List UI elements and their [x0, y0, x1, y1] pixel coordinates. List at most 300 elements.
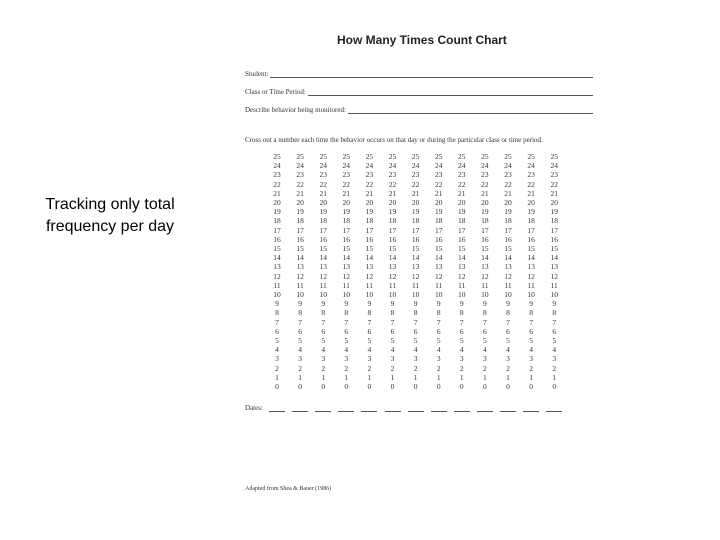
count-number[interactable]: 9 [367, 299, 372, 309]
count-number[interactable]: 21 [481, 188, 489, 198]
count-number[interactable]: 11 [550, 280, 558, 290]
count-number[interactable]: 19 [550, 207, 558, 217]
date-blank[interactable] [546, 411, 562, 412]
count-number[interactable]: 8 [483, 308, 487, 318]
count-number[interactable]: 22 [388, 179, 397, 189]
count-number[interactable]: 5 [552, 336, 557, 346]
count-number[interactable]: 4 [529, 345, 533, 355]
date-blank[interactable] [385, 411, 401, 412]
count-number[interactable]: 16 [481, 234, 489, 244]
count-number[interactable]: 10 [504, 290, 512, 300]
count-number[interactable]: 25 [550, 152, 558, 161]
count-number[interactable]: 24 [388, 161, 397, 171]
count-number[interactable]: 13 [273, 262, 281, 272]
count-number[interactable]: 3 [390, 354, 395, 364]
count-number[interactable]: 7 [390, 317, 395, 327]
count-number[interactable]: 7 [275, 317, 279, 327]
count-number[interactable]: 21 [550, 188, 558, 198]
count-number[interactable]: 21 [504, 188, 512, 198]
count-number[interactable]: 17 [458, 225, 466, 235]
count-number[interactable]: 18 [527, 216, 535, 226]
count-number[interactable]: 3 [529, 354, 533, 364]
count-number[interactable]: 15 [481, 244, 489, 254]
count-number[interactable]: 11 [365, 280, 373, 290]
count-number[interactable]: 7 [459, 317, 464, 327]
count-number[interactable]: 1 [275, 372, 279, 382]
count-number[interactable]: 6 [298, 326, 302, 336]
date-blank[interactable] [408, 411, 424, 412]
count-number[interactable]: 1 [506, 372, 510, 382]
count-number[interactable]: 17 [365, 225, 374, 235]
count-number[interactable]: 20 [527, 198, 535, 208]
count-number[interactable]: 16 [365, 234, 374, 244]
count-number[interactable]: 9 [298, 299, 302, 309]
count-number[interactable]: 0 [275, 382, 279, 392]
count-number[interactable]: 2 [459, 363, 464, 373]
count-number[interactable]: 1 [529, 372, 533, 382]
count-number[interactable]: 10 [527, 290, 535, 300]
count-number[interactable]: 15 [319, 244, 327, 254]
count-number[interactable]: 13 [504, 262, 512, 272]
count-number[interactable]: 4 [367, 345, 372, 355]
count-number[interactable]: 4 [390, 345, 395, 355]
count-number[interactable]: 2 [321, 363, 326, 373]
count-number[interactable]: 2 [344, 363, 349, 373]
count-number[interactable]: 6 [436, 326, 441, 336]
count-number[interactable]: 18 [434, 216, 443, 226]
count-number[interactable]: 20 [273, 198, 281, 208]
count-number[interactable]: 21 [527, 188, 535, 198]
count-number[interactable]: 18 [481, 216, 489, 226]
count-number[interactable]: 1 [413, 372, 418, 382]
count-number[interactable]: 0 [321, 382, 326, 392]
count-number[interactable]: 1 [459, 372, 464, 382]
count-number[interactable]: 12 [504, 271, 512, 281]
count-number[interactable]: 5 [275, 336, 279, 346]
count-number[interactable]: 17 [481, 225, 489, 235]
count-number[interactable]: 13 [481, 262, 489, 272]
count-number[interactable]: 21 [458, 188, 466, 198]
count-number[interactable]: 14 [434, 253, 443, 263]
count-number[interactable]: 8 [367, 308, 372, 318]
count-number[interactable]: 12 [550, 271, 558, 281]
count-number[interactable]: 11 [504, 280, 512, 290]
count-number[interactable]: 15 [365, 244, 374, 254]
count-number[interactable]: 6 [390, 326, 395, 336]
count-number[interactable]: 6 [459, 326, 464, 336]
count-number[interactable]: 12 [527, 271, 535, 281]
count-number[interactable]: 4 [298, 345, 302, 355]
count-number[interactable]: 7 [367, 317, 372, 327]
count-number[interactable]: 25 [273, 152, 281, 161]
count-number[interactable]: 19 [504, 207, 512, 217]
count-number[interactable]: 24 [273, 161, 281, 171]
count-number[interactable]: 20 [388, 198, 397, 208]
count-number[interactable]: 19 [527, 207, 535, 217]
count-number[interactable]: 21 [388, 188, 397, 198]
count-number[interactable]: 19 [342, 207, 351, 217]
count-number[interactable]: 0 [436, 382, 441, 392]
count-number[interactable]: 19 [434, 207, 443, 217]
count-number[interactable]: 19 [273, 207, 281, 217]
count-number[interactable]: 13 [342, 262, 351, 272]
count-number[interactable]: 0 [552, 382, 557, 392]
count-number[interactable]: 14 [296, 253, 304, 263]
count-number[interactable]: 15 [527, 244, 535, 254]
count-number[interactable]: 10 [434, 290, 443, 300]
count-number[interactable]: 19 [319, 207, 327, 217]
count-number[interactable]: 23 [365, 170, 374, 180]
count-number[interactable]: 8 [321, 308, 326, 318]
count-number[interactable]: 7 [483, 317, 487, 327]
date-blank[interactable] [315, 411, 331, 412]
count-number[interactable]: 5 [459, 336, 464, 346]
count-number[interactable]: 21 [411, 188, 420, 198]
count-number[interactable]: 22 [458, 179, 466, 189]
count-number[interactable]: 15 [434, 244, 443, 254]
count-number[interactable]: 16 [434, 234, 443, 244]
count-number[interactable]: 0 [459, 382, 464, 392]
count-number[interactable]: 14 [458, 253, 466, 263]
count-number[interactable]: 18 [388, 216, 397, 226]
count-number[interactable]: 2 [298, 363, 302, 373]
count-number[interactable]: 23 [550, 170, 558, 180]
count-number[interactable]: 14 [481, 253, 489, 263]
count-number[interactable]: 10 [388, 290, 397, 300]
count-number[interactable]: 25 [458, 152, 466, 161]
count-number[interactable]: 7 [552, 317, 557, 327]
count-number[interactable]: 16 [296, 234, 304, 244]
count-number[interactable]: 10 [342, 290, 351, 300]
count-number[interactable]: 13 [550, 262, 558, 272]
count-number[interactable]: 10 [550, 290, 558, 300]
count-number[interactable]: 8 [506, 308, 510, 318]
date-blank[interactable] [361, 411, 377, 412]
count-number[interactable]: 6 [275, 326, 279, 336]
count-number[interactable]: 10 [319, 290, 327, 300]
count-number[interactable]: 24 [481, 161, 489, 171]
count-number[interactable]: 19 [388, 207, 397, 217]
count-number[interactable]: 23 [481, 170, 489, 180]
count-number[interactable]: 1 [483, 372, 487, 382]
count-number[interactable]: 25 [388, 152, 397, 161]
count-number[interactable]: 16 [458, 234, 466, 244]
count-number[interactable]: 19 [411, 207, 420, 217]
count-number[interactable]: 5 [321, 336, 326, 346]
count-number[interactable]: 12 [342, 271, 351, 281]
count-number[interactable]: 14 [273, 253, 281, 263]
count-number[interactable]: 1 [436, 372, 441, 382]
count-number[interactable]: 15 [411, 244, 420, 254]
count-number[interactable]: 10 [365, 290, 374, 300]
count-number[interactable]: 8 [275, 308, 279, 318]
count-number[interactable]: 17 [527, 225, 535, 235]
count-number[interactable]: 22 [527, 179, 535, 189]
count-number[interactable]: 8 [529, 308, 533, 318]
count-number[interactable]: 6 [413, 326, 418, 336]
count-number[interactable]: 8 [459, 308, 464, 318]
count-number[interactable]: 4 [552, 345, 557, 355]
count-number[interactable]: 7 [321, 317, 326, 327]
count-number[interactable]: 24 [342, 161, 351, 171]
count-number[interactable]: 15 [342, 244, 351, 254]
count-number[interactable]: 17 [411, 225, 420, 235]
count-number[interactable]: 3 [506, 354, 510, 364]
count-number[interactable]: 0 [298, 382, 302, 392]
count-number[interactable]: 9 [529, 299, 533, 309]
count-number[interactable]: 20 [550, 198, 558, 208]
count-number[interactable]: 11 [319, 280, 327, 290]
count-number[interactable]: 6 [529, 326, 533, 336]
count-number[interactable]: 16 [388, 234, 397, 244]
count-number[interactable]: 5 [390, 336, 395, 346]
count-number[interactable]: 1 [390, 372, 395, 382]
count-number[interactable]: 23 [527, 170, 535, 180]
count-number[interactable]: 23 [319, 170, 327, 180]
count-number[interactable]: 8 [552, 308, 557, 318]
count-number[interactable]: 14 [504, 253, 512, 263]
count-number[interactable]: 5 [506, 336, 510, 346]
date-blank[interactable] [523, 411, 539, 412]
count-number[interactable]: 24 [411, 161, 420, 171]
count-number[interactable]: 12 [273, 271, 281, 281]
count-number[interactable]: 15 [458, 244, 466, 254]
count-number[interactable]: 0 [529, 382, 533, 392]
count-number[interactable]: 13 [388, 262, 397, 272]
count-number[interactable]: 10 [481, 290, 489, 300]
count-number[interactable]: 20 [365, 198, 374, 208]
count-number[interactable]: 1 [344, 372, 349, 382]
count-number[interactable]: 7 [506, 317, 510, 327]
count-number[interactable]: 15 [504, 244, 512, 254]
count-number[interactable]: 7 [436, 317, 441, 327]
count-number[interactable]: 10 [296, 290, 304, 300]
count-number[interactable]: 23 [411, 170, 420, 180]
count-number[interactable]: 25 [504, 152, 512, 161]
count-number[interactable]: 3 [413, 354, 418, 364]
count-number[interactable]: 4 [321, 345, 326, 355]
count-number[interactable]: 5 [344, 336, 349, 346]
count-number[interactable]: 1 [367, 372, 372, 382]
count-number[interactable]: 12 [481, 271, 489, 281]
count-number[interactable]: 13 [319, 262, 327, 272]
count-number[interactable]: 2 [506, 363, 510, 373]
count-number[interactable]: 4 [413, 345, 418, 355]
count-number[interactable]: 23 [388, 170, 397, 180]
count-number[interactable]: 1 [298, 372, 302, 382]
count-number[interactable]: 11 [411, 280, 420, 290]
count-number[interactable]: 2 [413, 363, 418, 373]
count-number[interactable]: 25 [342, 152, 351, 161]
count-number[interactable]: 2 [483, 363, 487, 373]
count-number[interactable]: 24 [527, 161, 535, 171]
count-number[interactable]: 22 [365, 179, 374, 189]
count-number[interactable]: 21 [365, 188, 374, 198]
count-number[interactable]: 24 [458, 161, 466, 171]
count-number[interactable]: 3 [459, 354, 464, 364]
count-number[interactable]: 11 [458, 280, 466, 290]
count-number[interactable]: 22 [434, 179, 443, 189]
count-number[interactable]: 2 [529, 363, 533, 373]
count-number[interactable]: 22 [319, 179, 327, 189]
count-number[interactable]: 4 [506, 345, 510, 355]
count-number[interactable]: 13 [434, 262, 443, 272]
count-number[interactable]: 17 [342, 225, 351, 235]
count-number[interactable]: 19 [481, 207, 489, 217]
count-number[interactable]: 25 [434, 152, 443, 161]
count-number[interactable]: 1 [552, 372, 557, 382]
count-number[interactable]: 22 [296, 179, 304, 189]
count-number[interactable]: 17 [388, 225, 397, 235]
count-number[interactable]: 10 [458, 290, 466, 300]
count-number[interactable]: 4 [275, 345, 279, 355]
count-number[interactable]: 14 [342, 253, 351, 263]
count-number[interactable]: 6 [367, 326, 372, 336]
count-number[interactable]: 16 [319, 234, 327, 244]
count-number[interactable]: 4 [344, 345, 349, 355]
count-number[interactable]: 24 [504, 161, 512, 171]
count-number[interactable]: 0 [483, 382, 487, 392]
count-number[interactable]: 18 [458, 216, 466, 226]
count-number[interactable]: 10 [411, 290, 420, 300]
count-number[interactable]: 3 [483, 354, 487, 364]
count-number[interactable]: 3 [367, 354, 372, 364]
count-number[interactable]: 20 [458, 198, 466, 208]
count-number[interactable]: 17 [296, 225, 304, 235]
count-number[interactable]: 17 [504, 225, 512, 235]
count-number[interactable]: 9 [275, 299, 279, 309]
count-number[interactable]: 17 [319, 225, 327, 235]
count-number[interactable]: 24 [550, 161, 558, 171]
count-number[interactable]: 14 [411, 253, 420, 263]
count-number[interactable]: 23 [273, 170, 281, 180]
count-number[interactable]: 3 [436, 354, 441, 364]
count-number[interactable]: 20 [319, 198, 327, 208]
count-number[interactable]: 12 [388, 271, 397, 281]
count-number[interactable]: 2 [275, 363, 279, 373]
count-number[interactable]: 17 [550, 225, 558, 235]
count-number[interactable]: 2 [367, 363, 372, 373]
count-number[interactable]: 7 [344, 317, 349, 327]
count-number[interactable]: 14 [388, 253, 397, 263]
count-number[interactable]: 22 [273, 179, 281, 189]
count-number[interactable]: 20 [411, 198, 420, 208]
date-blank[interactable] [269, 411, 285, 412]
count-number[interactable]: 9 [552, 299, 557, 309]
count-number[interactable]: 17 [434, 225, 443, 235]
count-number[interactable]: 24 [319, 161, 327, 171]
count-number[interactable]: 13 [411, 262, 420, 272]
count-number[interactable]: 16 [504, 234, 512, 244]
count-number[interactable]: 20 [504, 198, 512, 208]
count-number[interactable]: 6 [552, 326, 557, 336]
count-number[interactable]: 23 [458, 170, 466, 180]
count-number[interactable]: 22 [550, 179, 558, 189]
count-number[interactable]: 18 [550, 216, 558, 226]
count-number[interactable]: 24 [296, 161, 304, 171]
count-number[interactable]: 3 [344, 354, 349, 364]
count-number[interactable]: 11 [296, 280, 304, 290]
count-number[interactable]: 24 [434, 161, 443, 171]
count-number[interactable]: 21 [296, 188, 304, 198]
count-number[interactable]: 18 [273, 216, 281, 226]
count-number[interactable]: 25 [481, 152, 489, 161]
count-number[interactable]: 25 [527, 152, 535, 161]
count-number[interactable]: 5 [436, 336, 441, 346]
count-number[interactable]: 9 [436, 299, 441, 309]
count-number[interactable]: 25 [365, 152, 374, 161]
count-number[interactable]: 8 [413, 308, 418, 318]
count-number[interactable]: 15 [388, 244, 397, 254]
count-number[interactable]: 17 [273, 225, 281, 235]
count-number[interactable]: 12 [411, 271, 420, 281]
count-number[interactable]: 23 [296, 170, 304, 180]
count-number[interactable]: 11 [273, 280, 281, 290]
count-number[interactable]: 12 [296, 271, 304, 281]
count-number[interactable]: 18 [342, 216, 351, 226]
count-number[interactable]: 0 [344, 382, 349, 392]
count-number[interactable]: 20 [342, 198, 351, 208]
count-number[interactable]: 20 [296, 198, 304, 208]
count-number[interactable]: 5 [298, 336, 302, 346]
count-number[interactable]: 6 [506, 326, 510, 336]
count-number[interactable]: 21 [342, 188, 351, 198]
count-number[interactable]: 12 [365, 271, 374, 281]
count-number[interactable]: 8 [344, 308, 349, 318]
date-blank[interactable] [338, 411, 354, 412]
count-number[interactable]: 9 [390, 299, 395, 309]
date-blank[interactable] [431, 411, 447, 412]
count-number[interactable]: 14 [550, 253, 558, 263]
count-number[interactable]: 25 [319, 152, 327, 161]
count-number[interactable]: 7 [298, 317, 302, 327]
count-number[interactable]: 22 [411, 179, 420, 189]
count-number[interactable]: 13 [296, 262, 304, 272]
count-number[interactable]: 24 [365, 161, 374, 171]
count-number[interactable]: 1 [321, 372, 326, 382]
count-number[interactable]: 2 [552, 363, 557, 373]
count-number[interactable]: 6 [483, 326, 487, 336]
count-number[interactable]: 11 [342, 280, 350, 290]
count-number[interactable]: 25 [411, 152, 420, 161]
count-number[interactable]: 25 [296, 152, 304, 161]
count-number[interactable]: 14 [365, 253, 374, 263]
count-number[interactable]: 20 [434, 198, 443, 208]
count-number[interactable]: 12 [458, 271, 466, 281]
count-number[interactable]: 14 [319, 253, 327, 263]
count-number[interactable]: 8 [390, 308, 395, 318]
count-number[interactable]: 6 [321, 326, 326, 336]
count-number[interactable]: 0 [390, 382, 395, 392]
count-number[interactable]: 7 [413, 317, 418, 327]
count-number[interactable]: 12 [434, 271, 443, 281]
count-number[interactable]: 22 [504, 179, 512, 189]
count-number[interactable]: 2 [436, 363, 441, 373]
count-number[interactable]: 23 [504, 170, 512, 180]
count-number[interactable]: 7 [529, 317, 533, 327]
count-number[interactable]: 5 [413, 336, 418, 346]
count-number[interactable]: 21 [434, 188, 443, 198]
date-blank[interactable] [292, 411, 308, 412]
count-number[interactable]: 13 [458, 262, 466, 272]
count-number[interactable]: 16 [273, 234, 281, 244]
count-number[interactable]: 16 [411, 234, 420, 244]
count-number[interactable]: 13 [365, 262, 374, 272]
count-number[interactable]: 22 [342, 179, 351, 189]
count-number[interactable]: 3 [298, 354, 302, 364]
count-number[interactable]: 5 [367, 336, 372, 346]
count-number[interactable]: 16 [342, 234, 351, 244]
